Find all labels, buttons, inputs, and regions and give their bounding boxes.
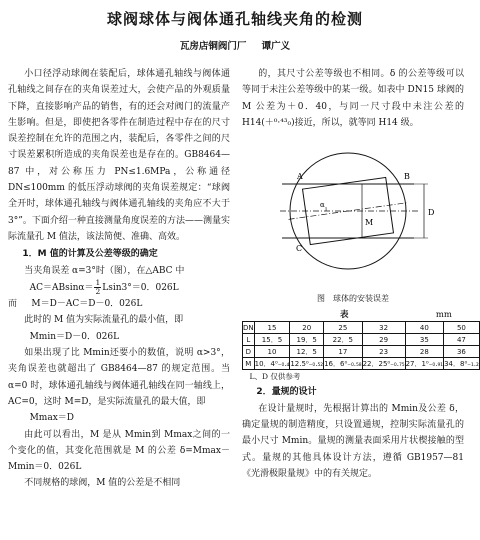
table-cell: L (243, 334, 255, 346)
author-name: 谭广义 (261, 41, 291, 52)
table-cell: 16．6⁰₋₀.₅₈ (324, 359, 362, 368)
formula-mmax: Mmax＝D (29, 413, 75, 424)
table-cell: 28 (405, 346, 444, 358)
fraction-numerator: 1 (95, 277, 101, 287)
fraction-denominator: 2 (95, 286, 101, 296)
table-cell: 23 (362, 346, 405, 358)
table-cell: 40 (405, 322, 444, 334)
table-row (243, 346, 480, 358)
table-cell: 22．5 (324, 334, 363, 346)
formula-ac-left: AC＝ABsinα＝ (29, 282, 94, 293)
article-title: 球阀球体与阀体通孔轴线夹角的检测 (106, 10, 363, 28)
table-cell: 15 (254, 322, 290, 334)
formula-m-text: M＝D－AC＝D－0．026L (31, 299, 143, 310)
dimension-table (242, 321, 480, 370)
table-cell: 25 (324, 322, 363, 334)
section-heading-1: 1．M 值的计算及公差等级的确定 (22, 249, 158, 260)
ball-installation-figure (242, 131, 464, 289)
formula-m (8, 296, 230, 312)
right-column (242, 66, 479, 482)
formula-ac-right: Lsin3°＝0．026L (102, 282, 179, 293)
label-m: M (365, 218, 374, 228)
table-cell: 10 (254, 346, 290, 358)
label-alpha: α (320, 201, 325, 210)
paragraph: 由此可以看出，M 是从 Mmin到 Mmax之间的一个变化的值，其变化范围就是 M 的公差 δ=Mmax－Mmin＝0．026L (8, 429, 230, 473)
table-cell: 36 (444, 346, 480, 358)
figure-drawing (242, 131, 464, 289)
table-cell: 22．25⁰₋₀.₇₅ (362, 359, 405, 368)
table-cell: 27．1⁰₋₀.₉₁ (405, 359, 444, 368)
section-heading-2: 2．量规的设计 (256, 387, 317, 398)
table-cell: 17 (324, 346, 363, 358)
table-unit: mm (435, 310, 452, 321)
table-note: L、D 仅供参考 (249, 372, 301, 382)
table-cell: 15．5 (254, 334, 290, 346)
table-cell: 34．8⁰₋₁.₂ (444, 359, 479, 368)
label-b: B (404, 172, 410, 182)
paragraph: 不同规格的球阀，M 值的公差是不相同 (24, 478, 181, 489)
table-row (243, 334, 480, 346)
table-cell: 29 (362, 334, 405, 346)
formula-prefix: 而 (8, 299, 18, 310)
table-cell: 19．5 (290, 334, 324, 346)
table-cell: DN (243, 323, 254, 332)
paragraph: 的，其尺寸公差等级也不相同。δ 的公差等级可以等同于未注公差等级中的某一级。如表中 DN15 球阀的 M 公差为＋0．40，与同一尺寸段中未注公差的 H14(＋⁰·⁴³₀)接近，所以，就等同 H14 级。 (242, 69, 464, 128)
intro-paragraph: 小口径浮动球阀在装配后，球体通孔轴线与阀体通孔轴线之间存在的夹角误差过大，会使产品的外观质量下降，直接影响产品的销售，有的还会对阀门的流量产生影响。但是，即使把各零件在制造过程中存在的尺寸误差控制在允许的范围之内，装配后，各零件之间的尺寸误差累积所造成的夹角误差也是存在的。GB8464—87 中，对公称压力 PN≤1.6MPa，公称通径 DN≤100mm 的低压浮动球阀的夹角误差规定：“球阀全开时，球体通孔轴线与阀体通孔轴线的夹角应不大于 3°”。下面介绍一种直接测量角度误差的方法——测量实际流量孔 M 值法，该法简便、准确、高效。 (8, 69, 230, 242)
label-c: C (296, 244, 303, 254)
table-cell: 20 (290, 322, 324, 334)
label-a: A (297, 172, 303, 182)
figure-caption: 图 球体的安装误差 (317, 294, 389, 304)
author-affiliation: 瓦房店铜阀门厂 (179, 41, 247, 52)
fraction-one-half (94, 279, 101, 296)
paragraph: 如果出现了比 Mmin还要小的数值，说明 α>3°，夹角误差也就超出了 GB8464—87 的规定范围。当 α=0 时，球体通孔轴线与阀体通孔轴线在同一轴线上，AC=0，这时 M=D，是实际流量孔的最大值，即 (8, 348, 230, 407)
table-cell: 47 (444, 334, 480, 346)
table-cell: 12.5⁰₋₀.₅₂ (290, 359, 324, 368)
label-d: D (428, 208, 435, 218)
body-bore (280, 184, 420, 238)
authors (0, 38, 470, 52)
table-cell: D (243, 346, 255, 358)
table-row (243, 358, 480, 370)
paragraph: 当夹角误差 α=3°时（图），在△ABC 中 (24, 265, 185, 276)
formula-ac (8, 279, 230, 296)
table-cell: 12．5 (290, 346, 324, 358)
table-cell: M (243, 358, 255, 370)
table-cell: 35 (405, 334, 444, 346)
table-caption (242, 307, 464, 321)
paragraph: 在设计量规时，先根据计算出的 Mmin及公差 δ，确定量规的制造精度，只设置通规，控制实际流量孔的最小尺寸 Mmin。量规的测量表面采用片状楔接触的型式。量规的其他具体设计方法，遵循 GB1957—81《光滑极限量规》中的有关规定。 (242, 403, 464, 479)
formula-mmin: Mmin＝D－0．026L (29, 331, 120, 342)
table-cell: 50 (444, 322, 480, 334)
table-cell: 10．4⁰₋₀.₄ (254, 359, 290, 368)
paragraph: 此时的 M 值为实际流量孔的最小值，即 (24, 315, 184, 326)
table-title: 表 (340, 310, 349, 321)
table-row (243, 322, 480, 334)
left-column (8, 66, 230, 492)
table-cell: 32 (362, 322, 405, 334)
